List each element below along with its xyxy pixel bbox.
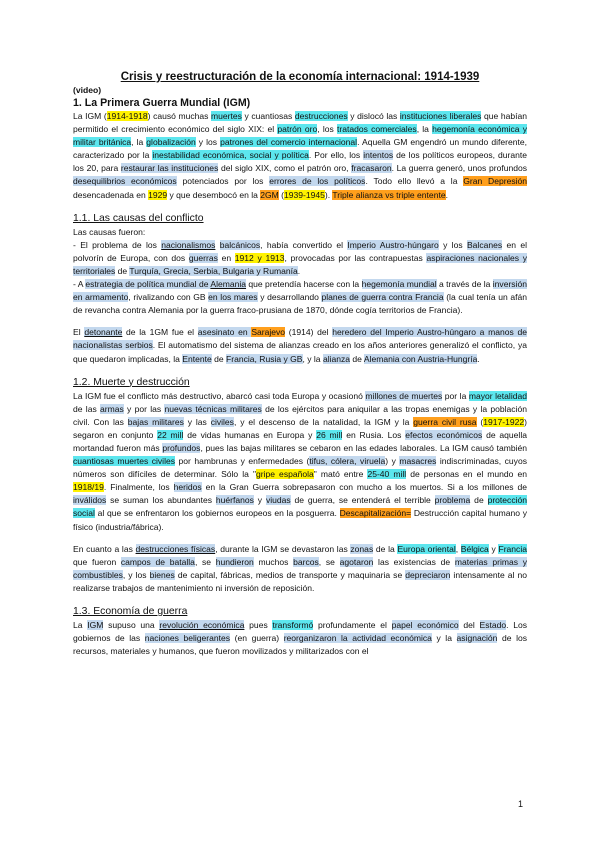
highlighted-text: Gran Depresión [463, 176, 527, 187]
highlighted-text: 1939-1945 [284, 189, 325, 200]
causes-paragraph-balkans: - El problema de los nacionalismos balcánicos, había convertido el Imperio Austro-húngaro y los Balcanes en el polvorín de Europa, con dos guerras en 1912 y 1913, provocadas por las contrapuestas aspiraciones nacionales y territoriales de Turquía, Grecia, Serbia, Bulgaria y Rumanía. [73, 239, 527, 276]
highlighted-text: Imperio Austro-húngaro [347, 239, 439, 250]
highlighted-text: patrón oro [277, 124, 318, 135]
highlighted-text: protección social [73, 495, 528, 519]
highlighted-text: naciones beligerantes [144, 633, 231, 644]
highlighted-text: barcos [293, 556, 319, 567]
highlighted-text: instituciones liberales [399, 111, 482, 121]
destrucciones-paragraph: En cuanto a las destrucciones físicas, durante la IGM se devastaron las zonas de la Europa oriental, Bélgica y Francia que fueron campos de batalla, se hundieron muchos barcos, se agotaron las existencias de materias primas y combustibles, y los bienes de capital, fábricas, medios de transporte y maquinaria se depreciaron intensamente al no realizarse trabajos de mantenimiento ni inversión de reposición. [73, 543, 527, 593]
highlighted-text: Bélgica [460, 543, 489, 554]
highlighted-text: asignación [456, 633, 498, 644]
highlighted-text: revolución económica [159, 620, 245, 630]
highlighted-text: desequilibrios económicos [73, 176, 177, 187]
highlighted-text: hegemonía económica y militar británica [73, 124, 527, 148]
highlighted-text: intentos [363, 150, 394, 161]
highlighted-text: tratados comerciales [336, 124, 417, 135]
highlighted-text: globalización [146, 137, 196, 148]
highlighted-text: 1929 [148, 189, 168, 200]
highlighted-text: efectos económicos [405, 429, 483, 440]
section-1-heading: 1. La Primera Guerra Mundial (IGM) [73, 97, 251, 109]
highlighted-text: inestabilidad económica, social y política [152, 150, 309, 161]
highlighted-text: bienes [149, 569, 175, 580]
highlighted-text: 1917-1922 [483, 416, 525, 427]
highlighted-text: 1912 y 1913 [234, 252, 285, 263]
highlighted-text: huérfanos [215, 495, 254, 506]
highlighted-text: papel económico [391, 620, 459, 630]
highlighted-text: zonas [350, 543, 374, 554]
highlighted-text: 2GM [260, 189, 279, 200]
section-1-3-heading: 1.3. Economía de guerra [73, 606, 188, 617]
highlighted-text: tifus, cólera, viruela [309, 456, 386, 467]
highlighted-text: depreciaron [405, 569, 451, 580]
highlighted-text: mayor letalidad [468, 390, 527, 401]
highlighted-text: 26 mill [316, 429, 343, 440]
detonante-paragraph: El detonante de la 1GM fue el asesinato en Sarajevo (1914) del heredero del Imperio Austro-húngaro a manos de nacionalistas serbios. El automatismo del sistema de alianzas creado en los años anteriores generalizó el conflicto, ya que quedaron implicadas, la Entente de Francia, Rusia y GB, y la alianza de Alemania con Austria-Hungría. [73, 327, 527, 364]
highlighted-text: inválidos [73, 495, 107, 506]
highlighted-text: Europa oriental [397, 543, 456, 554]
highlighted-text: detonante [84, 327, 123, 338]
highlighted-text: reorganizaron la actividad económica [283, 633, 432, 644]
highlighted-text: viudas [265, 495, 291, 506]
highlighted-text: transformó [272, 620, 314, 630]
highlighted-text: estrategia de política mundial de [85, 279, 211, 290]
highlighted-text: masacres [399, 456, 437, 467]
highlighted-text: destrucciones [294, 111, 348, 121]
highlighted-text: Entente [182, 353, 212, 364]
highlighted-text: Triple alianza vs triple entente [332, 189, 446, 200]
highlighted-text: nacionalismos [161, 239, 216, 250]
highlighted-text: gripe española [256, 469, 314, 480]
highlighted-text: 1918/19 [73, 482, 104, 493]
highlighted-text: IGM [87, 620, 104, 630]
highlighted-text: armas [100, 403, 124, 414]
highlighted-text: balcánicos [219, 239, 261, 250]
highlighted-text: guerra civil rusa [413, 416, 477, 427]
highlighted-text: millones de muertes [365, 390, 443, 401]
highlighted-text: planes de guerra contra Francia [321, 292, 444, 303]
highlighted-text: Alemania [210, 279, 247, 290]
highlighted-text: patrones del comercio internacional [220, 137, 358, 148]
highlighted-text: Turquía, Grecia, Serbia, Bulgaria y Rumanía [129, 265, 298, 276]
highlighted-text: fracasaron [351, 163, 392, 174]
document-title: Crisis y reestructuración de la economía internacional: 1914-1939 [120, 71, 480, 83]
highlighted-text: Descapitalización= [339, 508, 412, 519]
highlighted-text: heridos [173, 482, 202, 493]
highlighted-text: campos de batalla [120, 556, 195, 567]
highlighted-text: Francia [498, 543, 527, 554]
highlighted-text: errores de los políticos [269, 176, 366, 187]
section-1-1-heading: 1.1. Las causas del conflicto [73, 212, 204, 224]
video-note: (video) [73, 85, 102, 95]
intro-paragraph: La IGM (1914-1918) causó muchas muertes y cuantiosas destrucciones y dislocó las instituciones liberales que habían permitido el crecimiento económico del siglo XIX: el patrón oro, los tratados comerciales, la hegemonía económica y militar británica, la globalización y los patrones del comercio internacional. Aquella GM engendró un mundo diferente, caracterizado por la inestabilidad económica, social y política. Por ello, los intentos de los políticos europeos, durante los 20, para restaurar las instituciones del siglo XIX, como el patrón oro, fracasaron. La guerra generó, unos profundos desequilibrios económicos potenciados por los errores de los políticos. Todo ello llevó a la Gran Depresión desencadenada en 1929 y que desembocó en la 2GM (1939-1945). Triple alianza vs triple entente. [73, 111, 528, 200]
highlighted-text: 25-40 mill [367, 469, 407, 480]
highlighted-text: Sarajevo [251, 327, 286, 338]
highlighted-text: cuantiosas muertes civiles [73, 456, 175, 467]
highlighted-text: profundos [162, 442, 201, 453]
causes-paragraph-germany: - A estrategia de política mundial de Alemania que pretendía hacerse con la hegemonía mundial a través de la inversión en armamento, rivalizando con GB en los mares y desarrollando planes de guerra contra Francia (la cual tenía un afán de revancha contra Alemania por la guerra fraco-prusiana de 1870, dónde cogía territorios de Francia). [73, 279, 527, 316]
highlighted-text: en los mares [208, 292, 258, 303]
highlighted-text: alianza [322, 353, 351, 364]
highlighted-text: problema [434, 495, 471, 506]
page-number: 1 [518, 799, 524, 809]
highlighted-text: inversión en armamento [73, 279, 527, 303]
highlighted-text: 22 mill [157, 429, 184, 440]
highlighted-text: heredero del Imperio Austro-húngaro a manos de nacionalistas serbios [73, 327, 527, 351]
section-1-2-heading: 1.2. Muerte y destrucción [73, 376, 190, 388]
highlighted-text: Estado [479, 620, 507, 630]
highlighted-text: guerras [188, 252, 218, 263]
highlighted-text: Francia, Rusia y GB [226, 353, 303, 364]
highlighted-text: aspiraciones nacionales y territoriales [73, 252, 527, 276]
causes-intro: Las causas fueron: [73, 226, 146, 237]
highlighted-text: restaurar las instituciones [120, 163, 219, 174]
highlighted-text: agotaron [339, 556, 374, 567]
economia-paragraph: La IGM supuso una revolución económica pues transformó profundamente el papel económico del Estado. Los gobiernos de las naciones beligerantes (en guerra) reorganizaron la actividad económica y la asignación de los recursos, materiales y humanos, que fueron movilizados y militarizados con el [73, 620, 528, 657]
muerte-paragraph: La IGM fue el conflicto más destructivo, abarcó casi toda Europa y ocasionó millones de muertes por la mayor letalidad de las armas y por las nuevas técnicas militares de los ejércitos para aniquilar a las tropas enemigas y la población civil. Con las bajas militares y las civiles, y el descenso de la natalidad, la IGM y la guerra civil rusa (1917-1922) segaron en conjunto 22 mill de vidas humanas en Europa y 26 mill en Rusia. Los efectos económicos de aquella mortandad fueron más profundos, pues las bajas militares se cebaron en las edades laborales. La IGM causó también cuantiosas muertes civiles por hambrunas y enfermedades (tifus, cólera, viruela) y masacres indiscriminadas, cuyos números son difíciles de determinar. Sólo la "gripe española" mató entre 25-40 mill de personas en el mundo en 1918/19. Finalmente, los heridos en la Gran Guerra sobrepasaron con mucho a los muertos. Si a los millones de inválidos se suman los abundantes huérfanos y viudas de guerra, se entenderá el terrible problema de protección social al que se enfrentaron los gobiernos europeos en la posguerra. Descapitalización= Destrucción capital humano y físico (industria/fábrica). [73, 390, 528, 532]
highlighted-text: 1914-1918 [106, 111, 148, 121]
highlighted-text: hundieron [215, 556, 254, 567]
highlighted-text: asesinato en [197, 327, 252, 338]
highlighted-text: nuevas técnicas militares [164, 403, 262, 414]
highlighted-text: destrucciones físicas [135, 543, 216, 554]
document-page [73, 70, 527, 658]
highlighted-text: muertes [211, 111, 242, 121]
highlighted-text: bajas militares [127, 416, 184, 427]
highlighted-text: civiles [210, 416, 234, 427]
highlighted-text: hegemonía mundial [361, 279, 437, 290]
highlighted-text: materias primas y combustibles [73, 556, 527, 580]
highlighted-text: Alemania con Austria-Hungría [363, 353, 478, 364]
highlighted-text: Balcanes [466, 239, 503, 250]
